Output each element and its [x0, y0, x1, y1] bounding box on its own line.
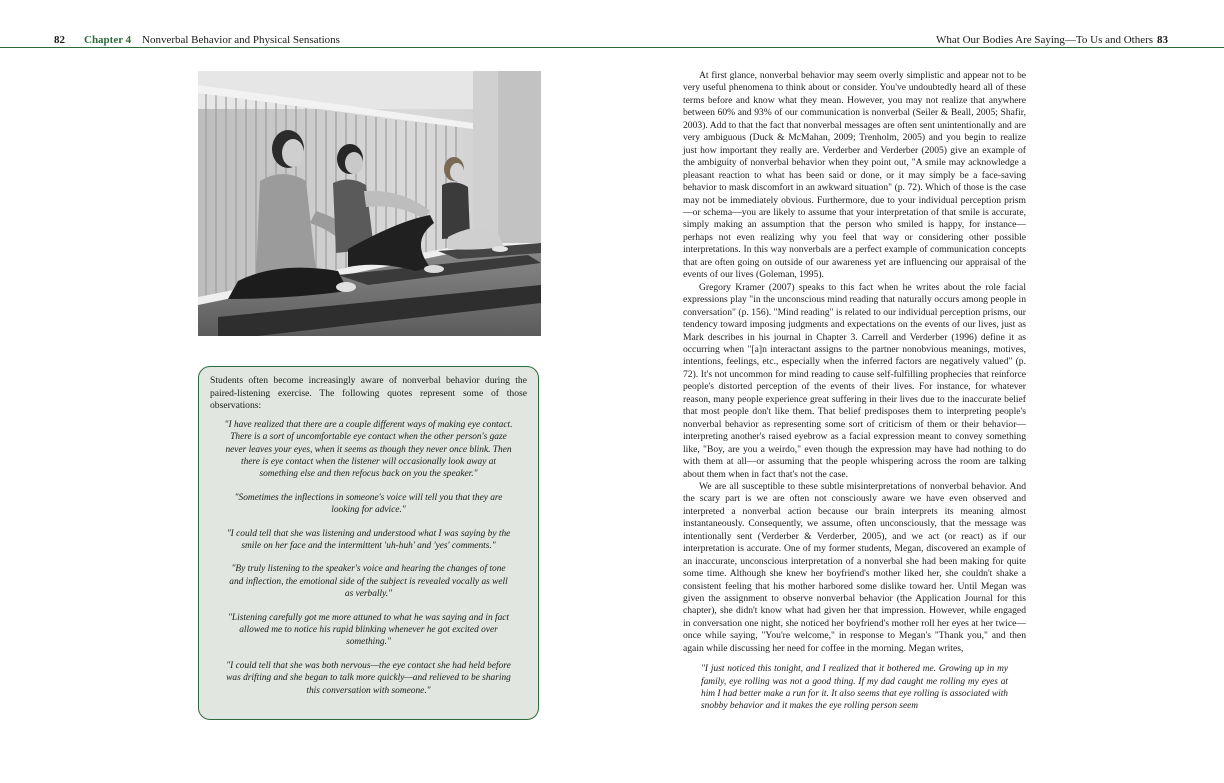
sidebar-quote: "I could tell that she was listening and understood what I was saying by the smile on her face and the intermittent 'uh-huh' and 'yes' comments."	[226, 528, 511, 552]
body-text-column	[683, 70, 1026, 712]
photo-illustration	[198, 71, 541, 336]
body-paragraph: Gregory Kramer (2007) speaks to this fact when he writes about the role facial expressions play "in the unconscious mind reading that naturally occurs among people in conversation" (p. 156). "Mind reading" is related to our individual perception prisms, our tendency toward imposing judgments and expectations on the events of our lives, just as Mark describes in his journal in Chapter 3. Carrell and Verderber (1996) define it as occurring when "[a]n interactant assigns to the partner nonobvious meanings, motives, intentions, feelings, etc., especially when the inferred factors are negatively valued" (p. 72). It's not uncommon for mind reading to cause self-fulfilling prophecies that reinforce people's distorted perception of the events of their lives. For instance, for whatever reason, many people experience great suffering in their lives due to the inaccurate belief that most people don't like them. That belief predisposes them to interpreting people's nonverbal behavior as representing some sort of criticism of them or their behavior—interpreting another's raised eyebrow as a facial expression meant to convey something like, "Boy, are you a weirdo," even though the expression may have had nothing to do with them at all—or assuming that the people whispering across the room are talking about them when in fact that's not the case.	[683, 281, 1026, 480]
header-rule	[0, 47, 1224, 48]
yoga-class-photo	[198, 71, 541, 336]
body-paragraph: We are all susceptible to these subtle misinterpretations of nonverbal behavior. And the scary part is we are often not consciously aware we have even observed and interpreted a nonverbal action because our brain interprets its meaning almost instantaneously. Consequently, we assume, often unconsciously, that the message was intentionally sent (Verderber & Verderber, 2005), and we act (or react) as if our interpretation is accurate. One of my former students, Megan, discovered an example of an inaccurate, unconscious interpretation of a nonverbal she had been making for quite some time. Although she knew her boyfriend's mother liked her, she couldn't shake a consistent feeling that his mother harbored some dislike toward her. Until Megan was given the assignment to observe nonverbal behavior (the Application Journal for this chapter), she didn't know what had given her that impression. However, while engaged in conversation one night, she noticed her boyfriend's mother roll her eyes at her twice—once while saying, "You're welcome," in response to Megan's "Thank you," and then again while discussing her need for coffee in the morning. Megan writes,	[683, 480, 1026, 654]
sidebar-quote: "I have realized that there are a couple different ways of making eye contact. There is a sort of uncomfortable eye contact when the other person's gaze never leaves your eyes, when it seems as though they never once blink. Then there is eye contact when the listener will occasionally look away at something else and then refocus back on you the speaker."	[224, 419, 513, 480]
left-page-number: 82	[54, 34, 65, 46]
chapter-label: Chapter 4	[84, 34, 132, 46]
sidebar-intro: Students often become increasingly aware of nonverbal behavior during the paired-listening exercise. The following quotes represent some of those observations:	[210, 375, 527, 412]
body-paragraph: At first glance, nonverbal behavior may seem overly simplistic and appear not to be very useful phenomena to think about or consider. You've undoubtedly heard all of these terms before and know what they mean. However, you may not realize that anywhere between 60% and 93% of our communication is nonverbal (Seiler & Beall, 2005; Shafir, 2003). Add to that the fact that nonverbal messages are often sent unintentionally and are very ambiguous (Duck & McMahan, 2009; Trenholm, 2005) and you begin to realize just how important they really are. Verderber and Verderber (2005) give an example of the ambiguity of nonverbal behavior when they point out, "A smile may acknowledge a pleasant reaction to what has been said or done, or it may simply be a face-saving behavior to mask discomfort in an awkward situation" (p. 72). Which of those is the case may not be immediately obvious. Furthermore, due to your individual perception prism—or schema—you are likely to assume that your interpretation of that smile is accurate, simply making an assumption that the person who smiled is happy, for instance—perhaps not even realizing why you feel that way or considering other possible interpretations. In this way nonverbals are a perfect example of communication concepts that are often going on outside of our awareness yet are influencing our appraisal of the events of our lives (Goleman, 1995).	[683, 70, 1026, 281]
sidebar-quote: "Sometimes the inflections in someone's voice will tell you that they are looking for advice."	[234, 492, 503, 516]
sidebar-quote: "I could tell that she was both nervous—the eye contact she had held before was drifting and she began to talk more quickly—and relieved to be sharing this conversation with someone."	[226, 660, 511, 696]
sidebar-quote: "By truly listening to the speaker's voice and hearing the changes of tone and inflection, the emotional side of the subject is revealed vocally as well as verbally."	[229, 564, 508, 600]
chapter-title: Nonverbal Behavior and Physical Sensations	[142, 34, 340, 46]
right-page-number: 83	[1157, 34, 1168, 46]
right-running-title: What Our Bodies Are Saying—To Us and Others	[936, 34, 1154, 46]
sidebar-quote: "Listening carefully got me more attuned to what he was saying and in fact allowed me to notice his rapid blinking whenever he got excited over something."	[227, 612, 510, 648]
student-quotes-sidebar	[198, 366, 539, 720]
student-journal-blockquote: "I just noticed this tonight, and I realized that it bothered me. Growing up in my family, eye rolling was not a good thing. If my dad caught me rolling my eyes at him I had better make a run for it. It also seems that eye rolling is associated with snobby behavior and it makes the eye rolling person seem	[701, 664, 1008, 712]
